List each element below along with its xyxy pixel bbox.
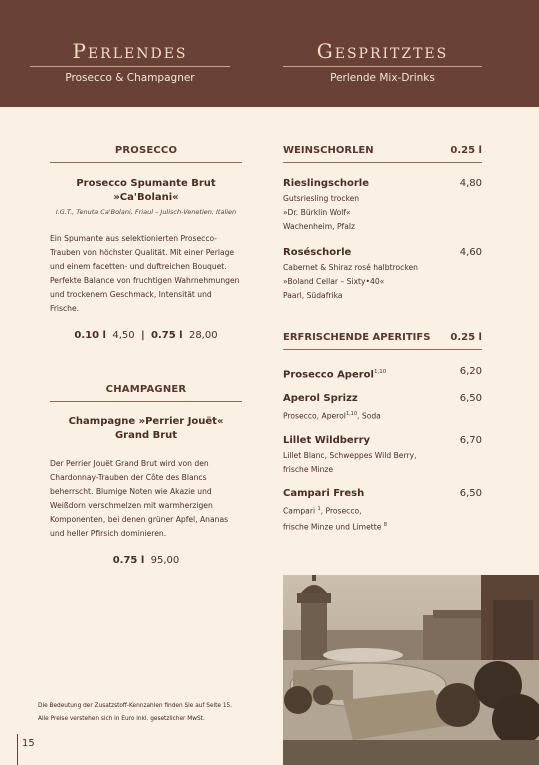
- section-title-perlendes: Perlendes: [72, 39, 188, 63]
- prosecco-wine: [50, 177, 242, 341]
- menu-item: [283, 487, 482, 535]
- aperitifs-heading: [283, 332, 482, 350]
- historic-photo-drawing: [283, 575, 539, 765]
- desc-text: frische Minze und Limette: [283, 522, 384, 532]
- additive-code: 8: [383, 522, 387, 529]
- section-subtitle-perlendes: Prosecco & Champagner: [65, 72, 195, 84]
- champagner-section: [50, 384, 242, 566]
- section-size: 0.25 l: [450, 145, 482, 156]
- item-description: [283, 261, 482, 303]
- wine-description: Der Perrier Jouët Grand Brut wird von den Chardonnay-Trauben der Côte des Blancs beherrscht. Blumige Noten wie Akazie und Weißdorn verschmelzen mit warmherzigen Komponenten, bei denen grüner Apfel, Ananas und heller Pfirsich dominieren.: [50, 459, 229, 538]
- price-size: 0.10 l: [74, 330, 106, 341]
- item-description: [283, 407, 482, 424]
- wine-origin: I.G.T., Tenuta Ca'Bolani, Friaul – Julisch-Venetien, Italien: [55, 208, 237, 216]
- item-name: [283, 365, 386, 382]
- menu-item: [283, 365, 482, 382]
- price-value: 95,00: [150, 555, 180, 566]
- section-size: 0.25 l: [450, 332, 482, 343]
- desc-line: frische Minze: [283, 464, 334, 474]
- page-number-rule: [17, 734, 18, 765]
- desc-line: »Boland Cellar – Sixty•40«: [283, 277, 385, 286]
- desc-line: [283, 502, 482, 519]
- desc-line: »Dr. Bürklin Wolf«: [283, 208, 351, 217]
- section-heading-text: ERFRISCHENDE APERITIFS: [283, 332, 431, 343]
- item-price: 4,80: [459, 178, 482, 189]
- prosecco-section: [50, 145, 242, 341]
- wine-prices: [50, 555, 242, 566]
- item-price: 6,70: [459, 434, 482, 446]
- item-name: Campari Fresh: [283, 487, 365, 499]
- additive-code: 1: [317, 505, 321, 512]
- footnote-line: Alle Preise verstehen sich in Euro inkl. gesetzlicher MwSt.: [38, 716, 205, 722]
- desc-line: Wachenheim, Pfalz: [283, 222, 355, 231]
- desc-line: Paarl, Südafrika: [283, 291, 343, 300]
- desc-text: , Prosecco,: [320, 506, 362, 516]
- item-name-text: Prosecco Aperol: [283, 369, 374, 381]
- wine-name-sub: »Ca'Bolani«: [113, 192, 179, 203]
- footnote: [38, 700, 232, 726]
- item-name: Roséschorle: [283, 247, 352, 258]
- desc-text: Prosecco, Aperol: [283, 411, 346, 421]
- champagner-wine: [50, 415, 242, 566]
- historic-photo: [283, 575, 539, 765]
- divider: [283, 66, 482, 67]
- desc-line: Lillet Blanc, Schweppes Wild Berry,: [283, 450, 417, 460]
- desc-text: Campari: [283, 506, 318, 516]
- header-left: [30, 40, 230, 84]
- item-name: Lillet Wildberry: [283, 434, 371, 446]
- item-price: 6,20: [459, 366, 482, 377]
- item-price: 6,50: [459, 393, 482, 405]
- price-size: 0.75 l: [151, 330, 183, 341]
- footnote-line: Die Bedeutung der Zusatzstoff-Kennzahlen finden Sie auf Seite 15.: [38, 703, 233, 709]
- menu-item: [283, 177, 482, 234]
- price-separator: |: [140, 330, 145, 341]
- divider: [30, 66, 230, 67]
- price-value: 28,00: [188, 330, 218, 341]
- item-description: [283, 449, 482, 477]
- item-name: Rieslingschorle: [283, 178, 370, 189]
- section-title-gespritztes: Gespritztes: [316, 39, 449, 63]
- aperitifs-section: [283, 332, 482, 535]
- page-header: [0, 0, 539, 107]
- weinschorlen-section: [283, 145, 482, 303]
- header-right: [283, 40, 482, 84]
- wine-description: Ein Spumante aus selektionierten Prosecco-Trauben von höchster Qualität. Mit einer Perlage und einem facetten- und duftreichen Bouquet. Perfekte Balance von fruchtigen Wahrnehmungen und trockenem Geschmack, Intensität und Frische.: [50, 234, 240, 313]
- prosecco-heading: PROSECCO: [50, 145, 242, 163]
- wine-name: Champagne »Perrier Jouët« Grand Brut: [68, 416, 224, 441]
- wine-prices: [50, 330, 242, 341]
- item-name: Aperol Sprizz: [283, 393, 358, 405]
- wine-name: Prosecco Spumante Brut: [76, 178, 216, 189]
- additive-code: 1,10: [373, 369, 387, 375]
- price-value: 4,50: [112, 330, 135, 341]
- section-heading-text: WEINSCHORLEN: [283, 145, 374, 156]
- desc-line: Cabernet & Shiraz rosé halbtrocken: [283, 263, 418, 272]
- price-size: 0.75 l: [112, 555, 145, 566]
- additive-code: 1,10: [345, 411, 358, 418]
- page-number: 15: [22, 738, 35, 749]
- desc-line: [283, 518, 482, 535]
- menu-item: [283, 434, 482, 477]
- champagner-heading: CHAMPAGNER: [50, 384, 242, 402]
- section-subtitle-gespritztes: Perlende Mix-Drinks: [330, 72, 435, 84]
- menu-item: [283, 392, 482, 424]
- item-description: [283, 192, 482, 234]
- weinschorlen-heading: [283, 145, 482, 163]
- desc-text: , Soda: [357, 411, 381, 421]
- desc-line: Gutsriesling trocken: [283, 194, 360, 203]
- menu-item: [283, 246, 482, 303]
- item-description: [283, 502, 482, 535]
- item-price: 4,60: [459, 247, 482, 258]
- item-price: 6,50: [459, 487, 482, 499]
